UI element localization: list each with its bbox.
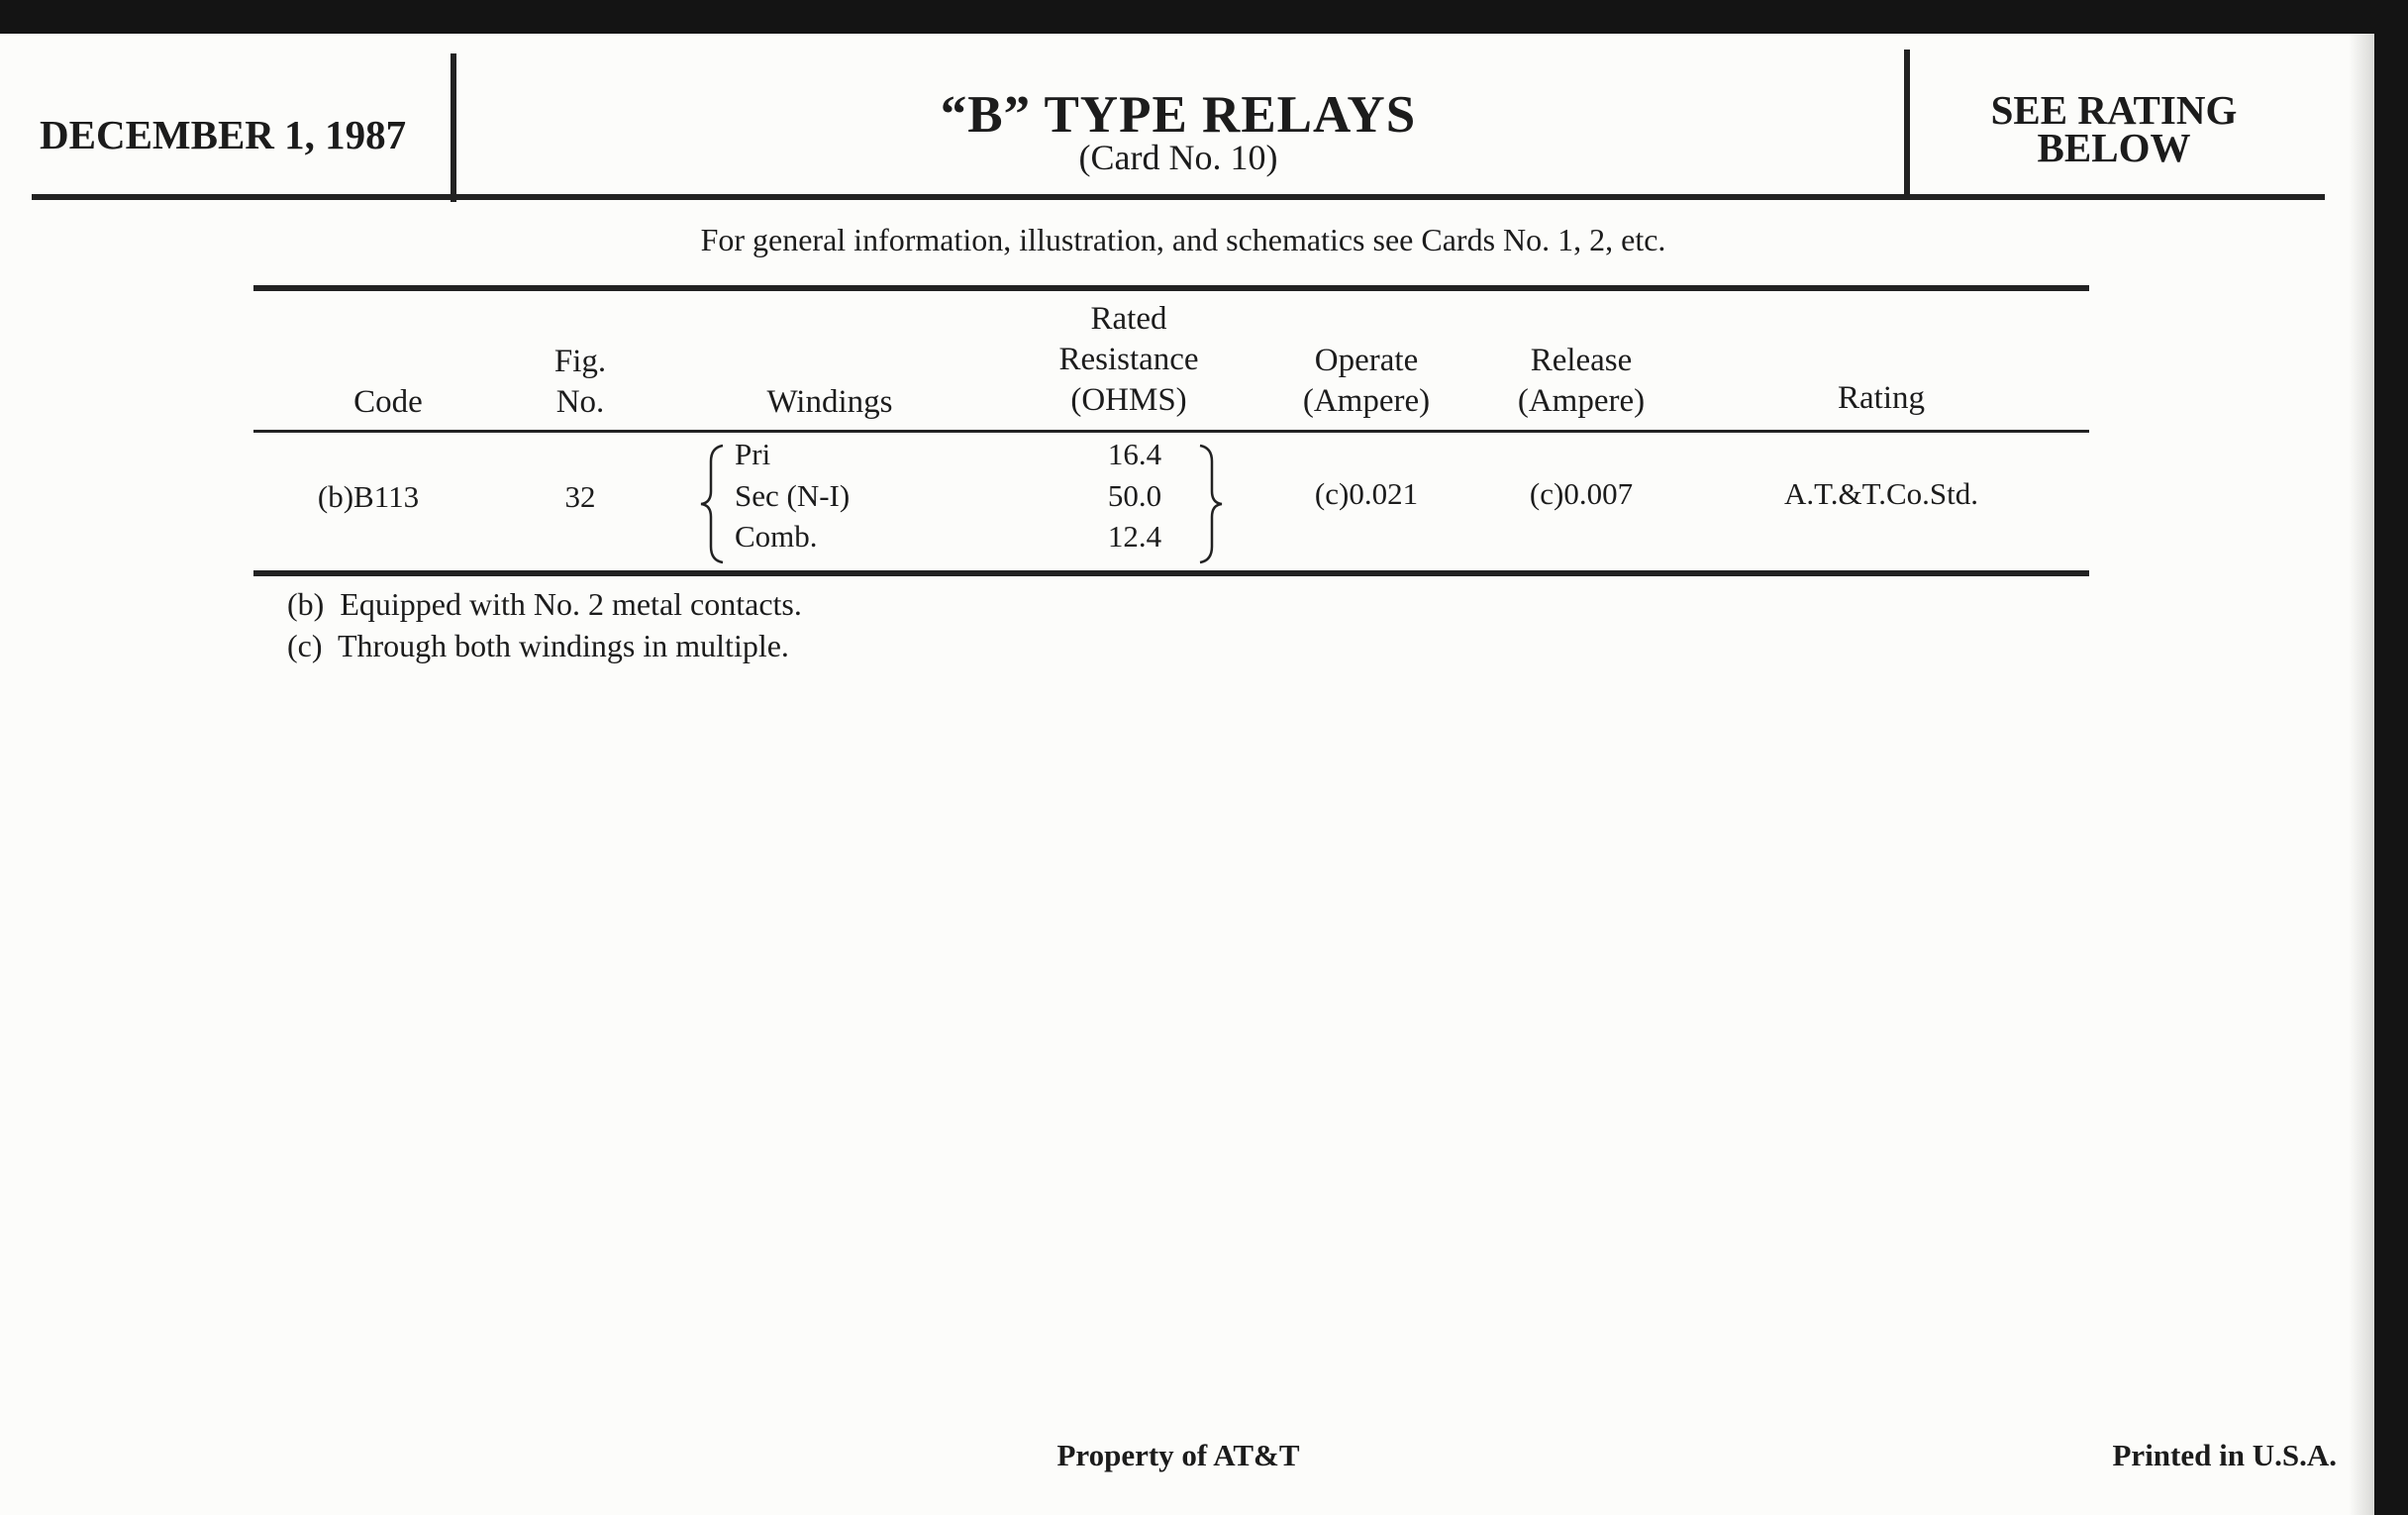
col-header-release — [1472, 341, 1690, 422]
col-header-resistance — [1000, 299, 1257, 421]
card-date: DECEMBER 1, 1987 — [40, 112, 407, 157]
windings-left-brace — [695, 442, 729, 566]
cell-rating: A.T.&T.Co.Std. — [1783, 476, 1979, 511]
footer-printed: Printed in U.S.A. — [2112, 1438, 2337, 1472]
footnote-c — [287, 628, 789, 664]
col-header-resistance-line2: Resistance — [1058, 342, 1199, 377]
col-header-fig — [501, 342, 659, 423]
rating-note-line2: BELOW — [2037, 125, 2191, 170]
resistance-value-3: 12.4 — [1107, 519, 1162, 554]
col-header-resistance-line1: Rated — [1090, 301, 1167, 337]
resistance-value-1: 16.4 — [1107, 437, 1162, 471]
cell-fig: 32 — [564, 479, 596, 514]
card-title: “B” TYPE RELAYS — [940, 86, 1417, 144]
resistance-right-brace — [1194, 442, 1228, 566]
table-bottom-rule — [253, 570, 2089, 576]
col-header-rating: Rating — [1838, 380, 1925, 416]
header-rule — [32, 194, 2325, 200]
footnote-b — [287, 586, 802, 623]
col-header-windings: Windings — [766, 384, 893, 420]
col-header-code: Code — [353, 384, 423, 420]
winding-label-3: Comb. — [735, 519, 818, 554]
col-header-release-line1: Release — [1530, 343, 1633, 378]
footnote-c-text: Through both windings in multiple. — [337, 628, 789, 663]
col-header-operate-line2: (Ampere) — [1302, 383, 1431, 419]
col-header-fig-line1: Fig. — [553, 344, 607, 379]
table-header-rule — [253, 430, 2089, 433]
card-edge-shadow — [2349, 34, 2374, 1515]
col-header-operate — [1257, 341, 1475, 422]
footnote-c-mark: (c) — [287, 628, 323, 663]
winding-label-1: Pri — [735, 437, 771, 471]
cell-operate: (c)0.021 — [1314, 476, 1419, 511]
resistance-value-2: 50.0 — [1107, 478, 1162, 513]
header-divider-right — [1904, 50, 1910, 198]
rating-note-line1: SEE RATING — [1990, 87, 2238, 133]
header-divider-left — [451, 53, 456, 202]
col-header-resistance-line3: (OHMS) — [1070, 382, 1187, 418]
col-header-fig-line2: No. — [555, 384, 605, 420]
cell-release: (c)0.007 — [1529, 476, 1634, 511]
rating-note — [1941, 87, 2287, 170]
table-top-rule — [253, 285, 2089, 291]
col-header-release-line2: (Ampere) — [1517, 383, 1646, 419]
footnote-b-mark: (b) — [287, 586, 325, 622]
col-header-operate-line1: Operate — [1314, 343, 1419, 378]
footer-property: Property of AT&T — [1056, 1438, 1300, 1472]
intro-text: For general information, illustration, and schematics see Cards No. 1, 2, etc. — [700, 222, 1666, 257]
card-subtitle: (Card No. 10) — [1078, 138, 1278, 177]
footnote-b-text: Equipped with No. 2 metal contacts. — [340, 586, 802, 622]
winding-label-2: Sec (N-I) — [735, 478, 851, 513]
cell-code: (b)B113 — [317, 479, 420, 514]
